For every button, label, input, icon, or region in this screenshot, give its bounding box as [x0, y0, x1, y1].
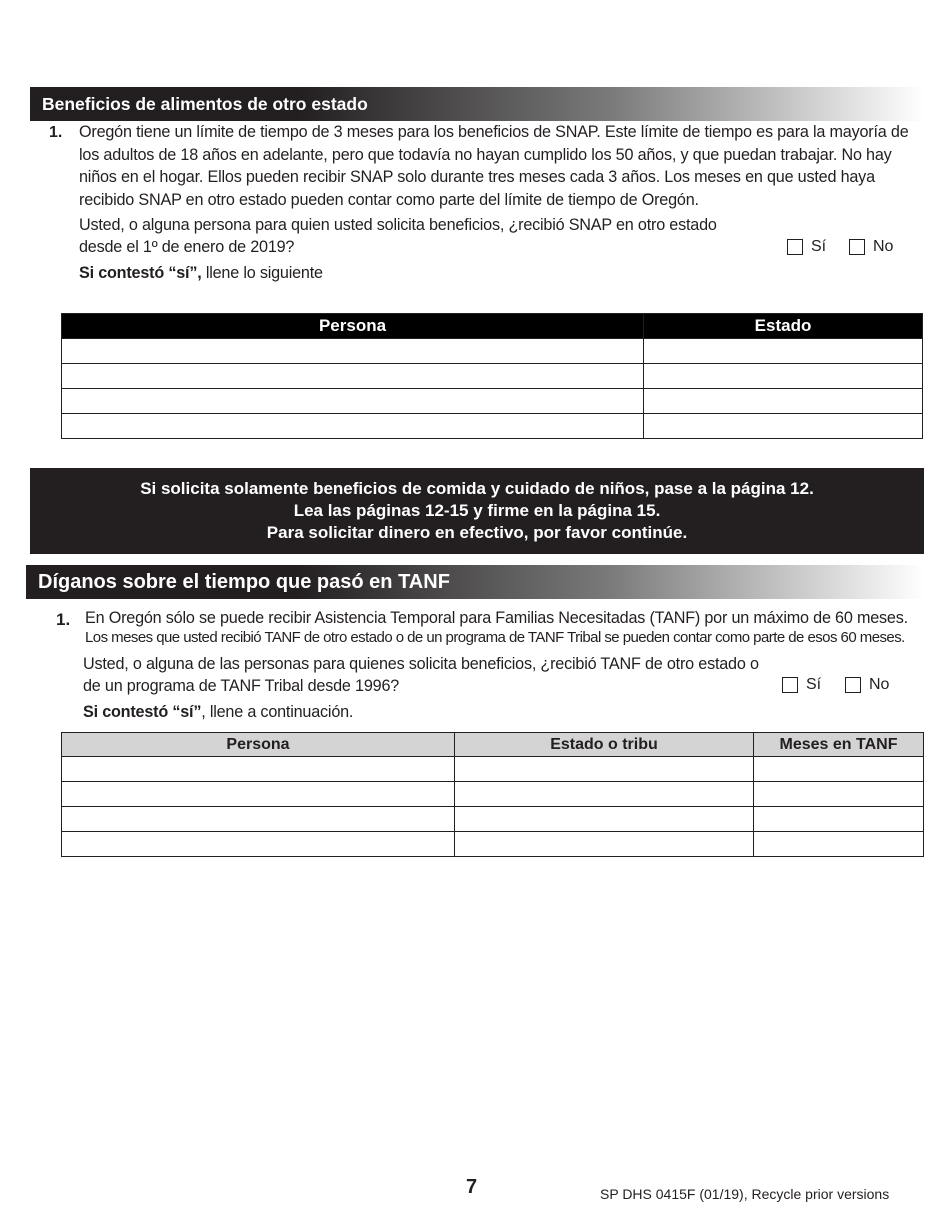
no-label: No: [869, 676, 890, 693]
estado-tribu-cell[interactable]: [455, 757, 754, 782]
if-yes-bold: Si contestó “sí”,: [79, 264, 202, 282]
table-row: [62, 389, 923, 414]
tanf-table: [61, 732, 924, 857]
section-title: Díganos sobre el tiempo que pasó en TANF: [38, 570, 450, 593]
estado-cell[interactable]: [644, 389, 923, 414]
item-number: 1.: [56, 610, 71, 629]
table-row: [62, 339, 923, 364]
if-yes-rest: , llene a continuación.: [201, 703, 354, 721]
form-code: SP DHS 0415F (01/19), Recycle prior versions: [600, 1186, 890, 1202]
tanf-yes-checkbox[interactable]: [782, 676, 821, 694]
estado-cell[interactable]: [644, 414, 923, 439]
snap-question-line2: desde el 1º de enero de 2019?: [79, 238, 295, 256]
table-row: [62, 364, 923, 389]
snap-yes-checkbox[interactable]: [787, 238, 826, 256]
header-persona: Persona: [62, 733, 455, 757]
snap-no-checkbox[interactable]: [849, 238, 893, 256]
notice-line3: Para solicitar dinero en efectivo, por favor continúe.: [266, 523, 688, 542]
table-header-row: [62, 314, 923, 339]
tanf-question-line1: Usted, o alguna de las personas para quienes solicita beneficios, ¿recibió TANF de otro estado o: [83, 655, 759, 673]
estado-cell[interactable]: [644, 339, 923, 364]
persona-cell[interactable]: [62, 832, 455, 857]
checkbox-box[interactable]: [787, 239, 803, 255]
item-number: 1.: [49, 124, 63, 141]
yes-label: Sí: [806, 676, 822, 693]
snap-time-limit-paragraph: Oregón tiene un límite de tiempo de 3 meses para los beneficios de SNAP. Este límite de tiempo es para la mayoría de los adultos de 18 años en adelante, pero que todavía no hayan cumplido los 50 años, y que puedan trabajar. No hay niños en el hogar. Ellos pueden recibir SNAP solo durante tres meses cada 3 años. Los meses en que usted haya recibido SNAP en otro estado pueden contar como parte del límite de tiempo de Oregón.: [79, 123, 909, 209]
persona-cell[interactable]: [62, 389, 644, 414]
if-yes-bold: Si contestó “sí”: [83, 703, 202, 721]
checkbox-box[interactable]: [845, 677, 861, 693]
notice-line2: Lea las páginas 12-15 y firme en la página 15.: [293, 501, 661, 520]
tanf-paragraph-line1: En Oregón sólo se puede recibir Asistencia Temporal para Familias Necesitadas (TANF) por un máximo de 60 meses.: [85, 609, 908, 627]
persona-cell[interactable]: [62, 339, 644, 364]
meses-cell[interactable]: [754, 807, 924, 832]
tanf-no-checkbox[interactable]: [845, 676, 889, 694]
estado-tribu-cell[interactable]: [455, 782, 754, 807]
tanf-paragraph-line2: Los meses que usted recibió TANF de otro estado o de un programa de TANF Tribal se pueden contar como parte de esos 60 meses.: [85, 629, 905, 646]
header-estado-o-tribu: Estado o tribu: [455, 733, 754, 757]
estado-tribu-cell[interactable]: [455, 807, 754, 832]
notice-line1: Si solicita solamente beneficios de comida y cuidado de niños, pase a la página 12.: [140, 479, 814, 498]
meses-cell[interactable]: [754, 832, 924, 857]
tanf-question-line2: de un programa de TANF Tribal desde 1996?: [83, 677, 400, 695]
meses-cell[interactable]: [754, 782, 924, 807]
persona-cell[interactable]: [62, 807, 455, 832]
persona-cell[interactable]: [62, 414, 644, 439]
persona-cell[interactable]: [62, 364, 644, 389]
table-row: [62, 414, 923, 439]
header-persona: Persona: [62, 314, 644, 339]
table-header-row: [62, 733, 924, 757]
table-row: [62, 832, 924, 857]
notice-banner: [30, 468, 924, 554]
section-title: Beneficios de alimentos de otro estado: [42, 93, 368, 114]
persona-cell[interactable]: [62, 757, 455, 782]
snap-other-state-table: [61, 313, 923, 439]
estado-tribu-cell[interactable]: [455, 832, 754, 857]
header-estado: Estado: [644, 314, 923, 339]
checkbox-box[interactable]: [849, 239, 865, 255]
page-number: 7: [466, 1176, 478, 1198]
no-label: No: [873, 238, 894, 255]
snap-if-yes-instruction: [79, 262, 323, 285]
header-meses-en-tanf: Meses en TANF: [754, 733, 924, 757]
snap-question-line1: Usted, o alguna persona para quien usted solicita beneficios, ¿recibió SNAP en otro estado: [79, 216, 717, 234]
table-row: [62, 782, 924, 807]
checkbox-box[interactable]: [782, 677, 798, 693]
table-row: [62, 757, 924, 782]
section-header-food-benefits: [30, 87, 924, 121]
meses-cell[interactable]: [754, 757, 924, 782]
table-row: [62, 807, 924, 832]
yes-label: Sí: [811, 238, 827, 255]
estado-cell[interactable]: [644, 364, 923, 389]
section-header-tanf: [26, 565, 924, 599]
persona-cell[interactable]: [62, 782, 455, 807]
tanf-if-yes-instruction: [83, 701, 353, 724]
if-yes-rest: llene lo siguiente: [201, 264, 323, 282]
